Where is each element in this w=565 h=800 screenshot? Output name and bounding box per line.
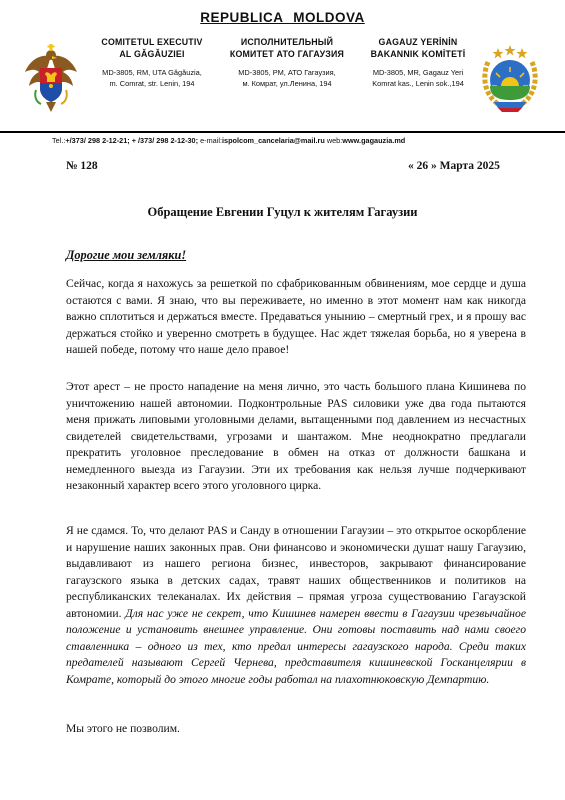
org-address-gagauz-line1: MD-3805, MR, Gagauz Yeri — [372, 68, 464, 77]
tel-label: Tel.: — [52, 136, 66, 145]
header-divider — [0, 131, 565, 133]
email-label: e-mail: — [200, 136, 222, 145]
org-name-romanian-line2: AL GĂGĂUZIEI — [119, 49, 185, 59]
email-value[interactable]: ispolcom_cancelaria@mail.ru — [221, 136, 325, 145]
tel-values: +/373/ 298 2-12-21; + /373/ 298 2-12-30; — [65, 136, 199, 145]
country-title: REPUBLICA MOLDOVA — [200, 10, 365, 25]
org-block-russian — [222, 36, 352, 89]
org-address-romanian-line1: MD-3805, RM, UTA Găgăuzia, — [102, 68, 202, 77]
org-name-romanian-line1: COMITETUL EXECUTIV — [101, 37, 203, 47]
contact-line — [52, 136, 552, 145]
web-value[interactable]: www.gagauzia.md — [342, 136, 406, 145]
web-label: web: — [326, 136, 343, 145]
org-name-russian-line2: КОМИТЕТ АТО ГАГАУЗИЯ — [229, 49, 345, 59]
gagauzia-coat-of-arms-icon — [478, 42, 542, 114]
paragraph-2: Этот арест – не просто нападение на меня лично, это часть большого плана Кишинева по уничтожению нашей автономии. Подконтрольные PAS силовики уже два года пытаются меня прижать липовыми уголовными делами, вытащенными под давлением из несчастных свидетелей свидетельствами, угрозами и шантажом. Мне неоднократно предлагали прекратить уголовное преследование в обмен на отказ от должности башкана и немедленного выезда из Гагаузии. Эти их требования как нельзя лучше подчеркивают незаконный характер всего этого уголовного цирка. — [66, 380, 526, 492]
paragraph-4: Мы этого не позволим. — [66, 722, 180, 735]
document-title: Обращение Евгении Гуцул к жителям Гагаузии — [147, 205, 418, 219]
org-block-gagauz — [356, 36, 480, 89]
org-address-gagauz-line2: Komrat kas., Lenin sok.,194 — [372, 78, 464, 88]
org-address-romanian-line2: m. Comrat, str. Lenin, 194 — [109, 78, 195, 88]
org-name-gagauz-line2: BAKANNIK KOMİTETİ — [370, 49, 466, 59]
paragraph-3 — [66, 523, 526, 688]
org-block-romanian — [88, 36, 216, 89]
paragraph-1: Сейчас, когда я нахожусь за решеткой по сфабрикованным обвинениям, мое сердце и душа остаются с вами. Я знаю, что вы переживаете, но именно в этот момент нам как никогда важно сплотиться и держаться вместе. Предаваться унынию – смертный грех, и я прошу вас держаться стойко и уверенно смотреть в будущее. Нас ждет тяжелая борьба, но я уверена в нашей победе, потому что наше дело правое! — [66, 277, 526, 356]
document-date: « 26 » Марта 2025 — [408, 160, 500, 172]
greeting: Дорогие мои земляки! — [66, 248, 187, 262]
org-address-russian-line1: MD-3805, РМ, АТО Гагаузия, — [238, 68, 336, 77]
document-number: № 128 — [66, 160, 98, 172]
paragraph-3-italic: Для нас уже не секрет, что Кишинев намерен ввести в Гагаузии чрезвычайное положение и установить внешнее управление. Они готовы поставить над нами своего ставленника – одного из тех, кто предал интересы гагаузского народа. Среди таких предателей называют Сергей Чернева, представителя кишиневской Госканцелярии в Комрате, который до этого многие годы работал на плахотнюковскую Демпартию. — [66, 606, 526, 686]
org-name-russian-line1: ИСПОЛНИТЕЛЬНЫЙ — [240, 37, 334, 47]
moldova-coat-of-arms-icon — [22, 42, 80, 114]
org-address-russian-line2: м. Комрат, ул.Ленина, 194 — [242, 78, 332, 88]
paragraph-3-regular: Я не сдамся. То, что делают PAS и Санду в отношении Гагаузии – это открытое оскорбление и нарушение наших законных прав. Они финансово и экономически душат нашу Гагаузию, выдавливают из нашего региона бизнес, инвесторов, закрывают финансирование гагаузского языка в детских садах, травят наших общественников и политиков на республиканских телеканалах. Их действия – прямая угроза существованию Гагаузской автономии. — [66, 524, 526, 620]
org-name-gagauz-line1: GAGAUZ YERİNİN — [378, 37, 458, 47]
